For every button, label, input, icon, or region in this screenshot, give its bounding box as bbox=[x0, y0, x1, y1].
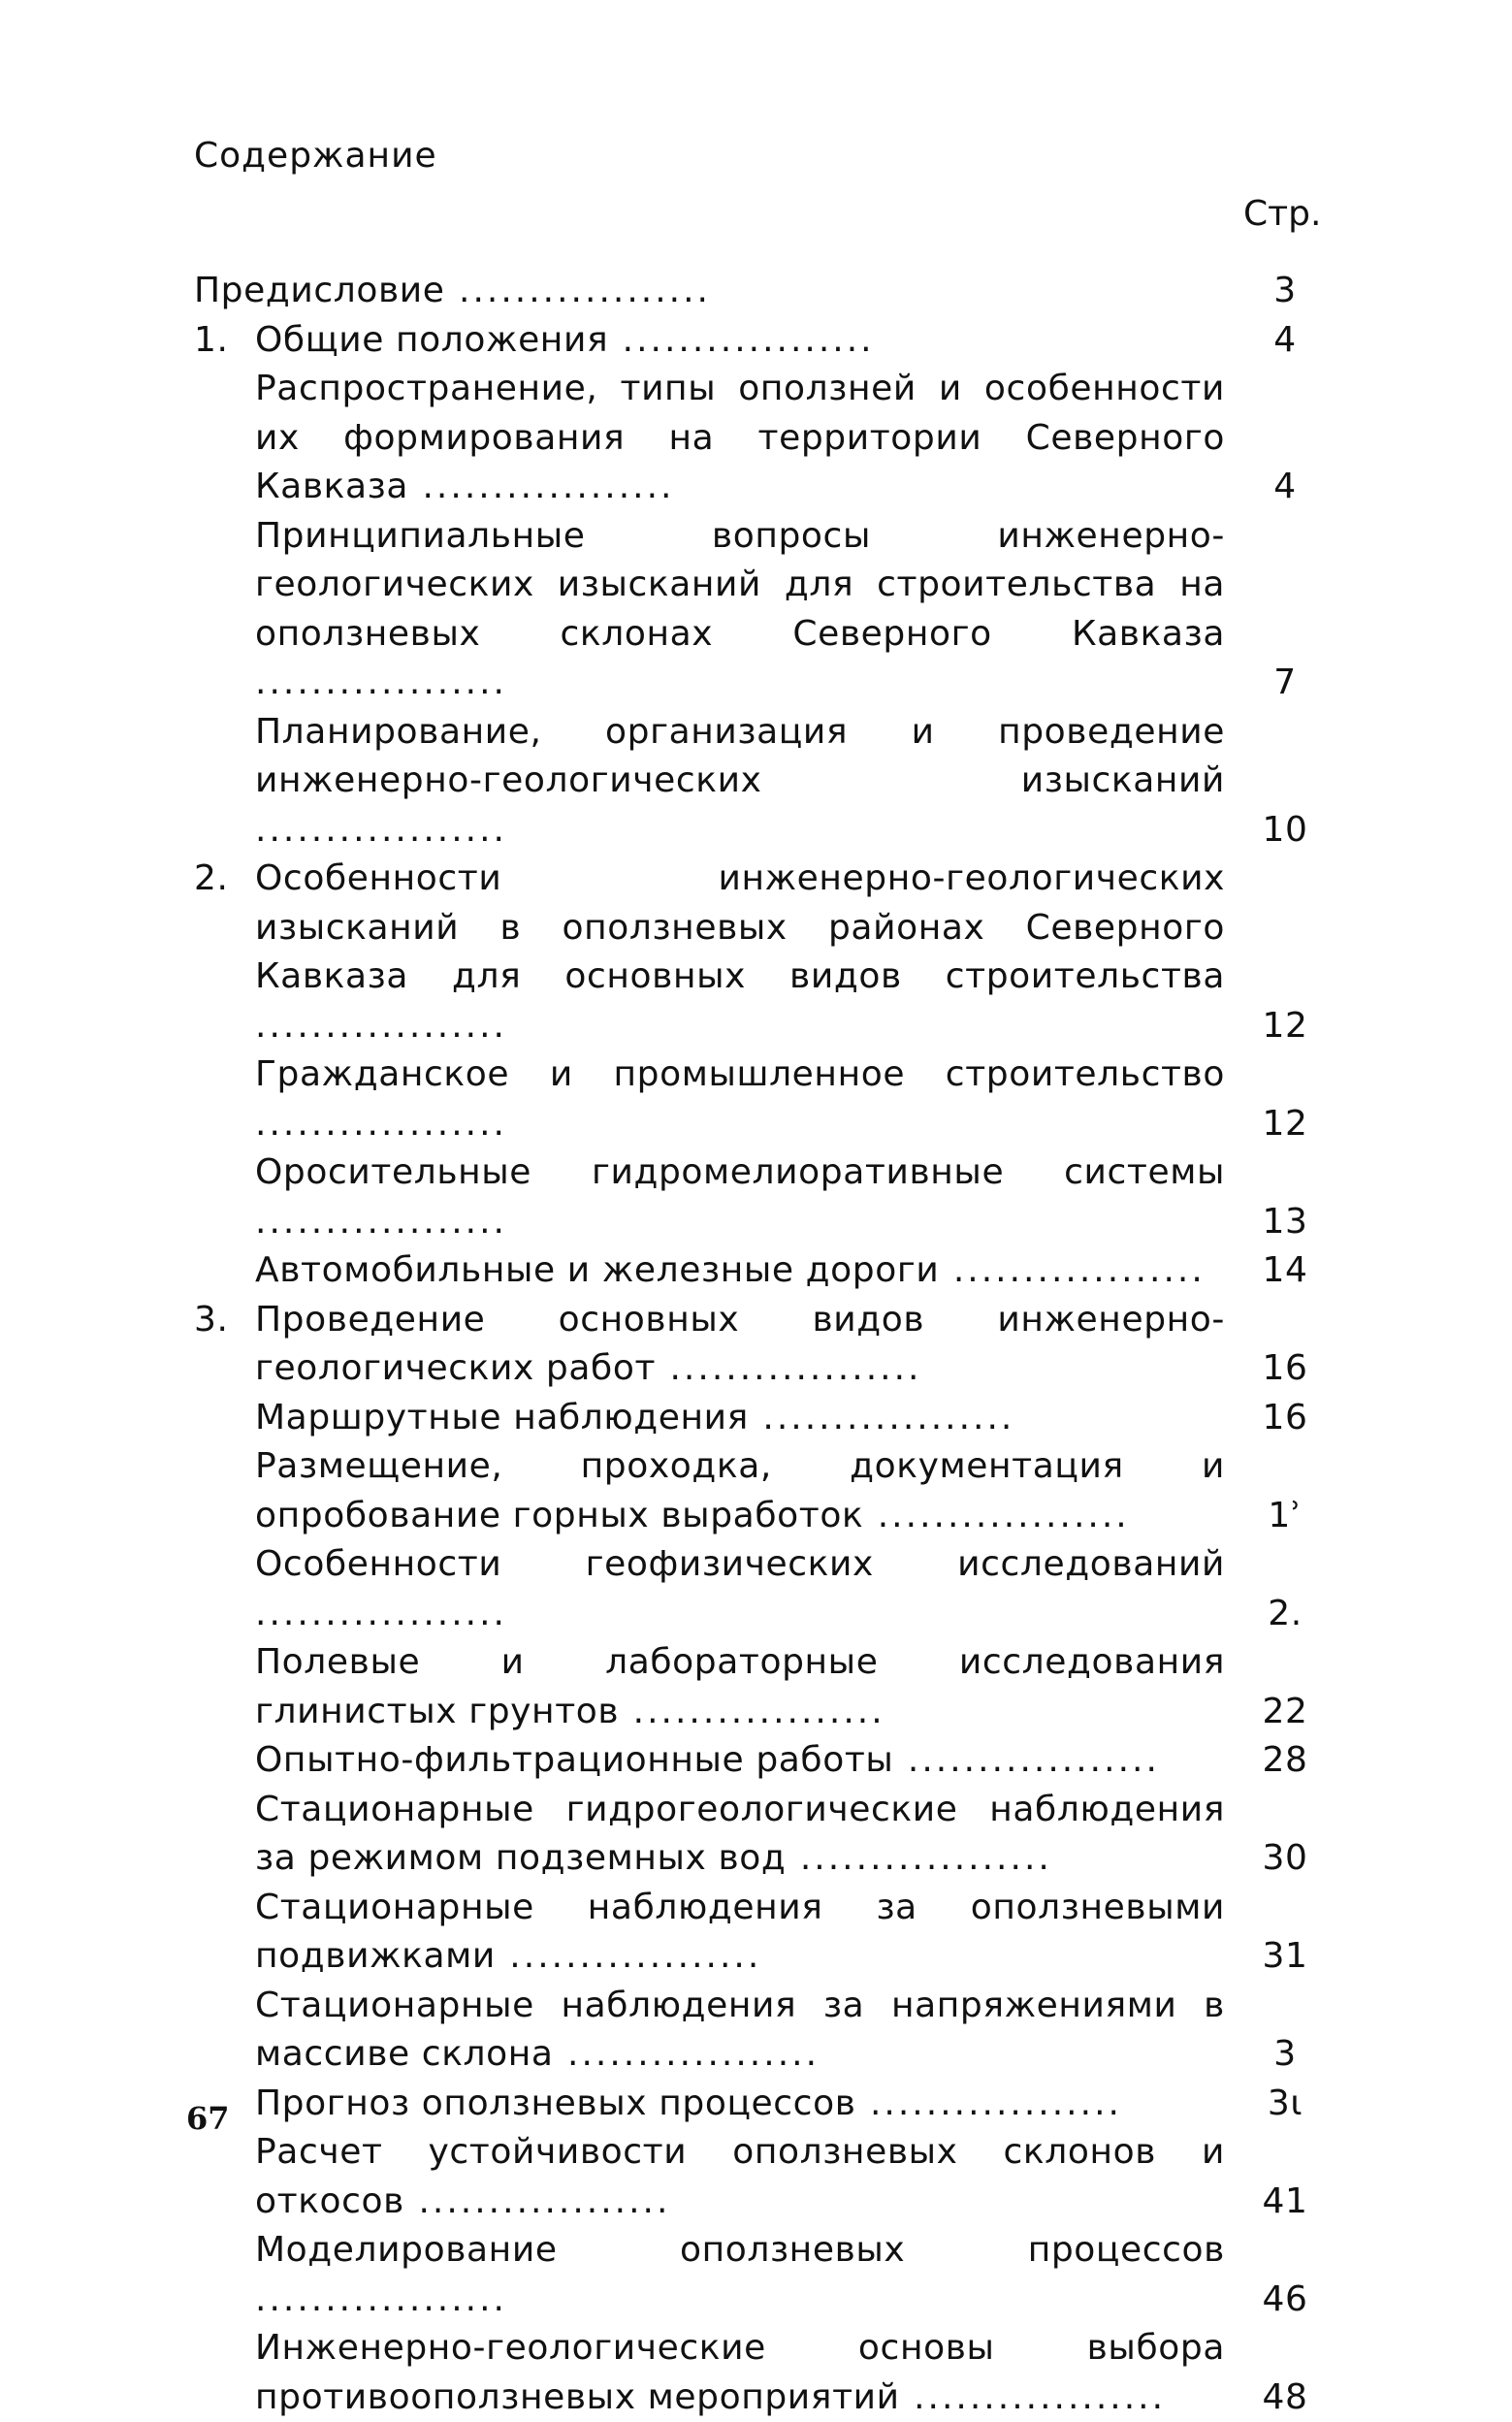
leader-dots: .................. bbox=[939, 1250, 1205, 1290]
toc-entry-title bbox=[194, 267, 1164, 316]
toc-entry-title-text: Расчет устойчивости оползневых склонов и откосов bbox=[255, 2132, 1225, 2221]
toc-entry-title bbox=[255, 1394, 1225, 1443]
toc-entry-title bbox=[255, 1296, 1225, 1394]
toc-entry-title-text: Моделирование оползневых процессов bbox=[255, 2230, 1225, 2270]
toc-entry-title bbox=[255, 512, 1225, 708]
toc-entry bbox=[194, 1982, 1338, 2080]
toc-entry-title bbox=[255, 708, 1225, 856]
toc-entry-page: 4 bbox=[1232, 463, 1338, 512]
toc-entry bbox=[194, 2128, 1338, 2226]
toc-entry-page: 22 bbox=[1232, 1688, 1338, 1737]
toc-entry-page: 31 bbox=[1232, 1932, 1338, 1982]
toc-entry-title-text: Особенности геофизических исследований bbox=[255, 1544, 1225, 1584]
toc-entry-title-text: Размещение, проходка, документация и опробование горных выработок bbox=[255, 1446, 1225, 1535]
toc-entry-page: 10 bbox=[1232, 806, 1338, 856]
toc-entry-page: 14 bbox=[1232, 1246, 1338, 1296]
toc-entry-title-text: Общие положения bbox=[255, 320, 608, 360]
toc-entry bbox=[194, 2324, 1338, 2422]
toc-entry-title-text: Инженерно-геологические основы выбора противооползневых мероприятий bbox=[255, 2328, 1225, 2417]
toc-entry-title bbox=[255, 1050, 1225, 1148]
page-title: Содержание bbox=[194, 136, 437, 176]
toc-entry-title-text: Полевые и лабораторные исследования глинистых грунтов bbox=[255, 1642, 1225, 1731]
toc-entry-title bbox=[255, 1246, 1225, 1296]
toc-entry-title bbox=[255, 1442, 1225, 1540]
leader-dots: .................. bbox=[255, 2279, 507, 2319]
toc-entry-title bbox=[255, 1786, 1225, 1884]
toc-entry-number: 1. bbox=[194, 316, 229, 366]
leader-dots: .................. bbox=[255, 1594, 507, 1633]
toc-entry bbox=[194, 365, 1338, 512]
toc-entry bbox=[194, 1296, 1338, 1394]
toc-entry bbox=[194, 267, 1338, 316]
toc-entry-title bbox=[255, 2226, 1225, 2324]
toc-entry-title bbox=[255, 2128, 1225, 2226]
toc-entry-title-text: Планирование, организация и проведение инженерно-геологических изысканий bbox=[255, 712, 1225, 801]
toc-entry-number: 2. bbox=[194, 855, 229, 904]
leader-dots: .................. bbox=[656, 1348, 921, 1388]
toc-entry-page: 3 bbox=[1232, 267, 1338, 316]
toc-entry-title-text: Автомобильные и железные дороги bbox=[255, 1250, 939, 1290]
leader-dots: .................. bbox=[255, 810, 507, 850]
toc-entry bbox=[194, 1394, 1338, 1443]
toc-entry-page: 41 bbox=[1232, 2178, 1338, 2227]
toc-entry-title-text: Предисловие bbox=[194, 271, 445, 310]
leader-dots: .................. bbox=[404, 2181, 670, 2221]
toc-entry bbox=[194, 1246, 1338, 1296]
leader-dots: .................. bbox=[255, 662, 507, 702]
toc-entry bbox=[194, 2080, 1338, 2129]
toc-entry-page: 7 bbox=[1232, 659, 1338, 708]
toc-entry-title-text: Стационарные наблюдения за оползневыми подвижками bbox=[255, 1888, 1225, 1977]
leader-dots: .................. bbox=[554, 2034, 820, 2074]
toc-entry-title bbox=[255, 316, 1225, 366]
page-number: 67 bbox=[186, 2100, 230, 2137]
toc-entry-title-text: Маршрутные наблюдения bbox=[255, 1398, 749, 1437]
toc-entry-page: 16 bbox=[1232, 1394, 1338, 1443]
toc-entry bbox=[194, 1736, 1338, 1786]
toc-entry-title-text: Особенности инженерно-геологических изысканий в оползневых районах Северного Кавказа для основных видов строительства bbox=[255, 858, 1225, 996]
leader-dots: .................. bbox=[608, 320, 874, 360]
toc-entry-title-text: Распространение, типы оползней и особенности их формирования на территории Северного Кавказа bbox=[255, 369, 1225, 506]
toc-entry-title bbox=[255, 1982, 1225, 2080]
toc-entry-title bbox=[255, 1736, 1225, 1786]
leader-dots: .................. bbox=[856, 2083, 1122, 2123]
toc-entry bbox=[194, 855, 1338, 1050]
toc-entry bbox=[194, 1050, 1338, 1148]
toc-entry bbox=[194, 1540, 1338, 1638]
toc-entry-page: 4 bbox=[1232, 316, 1338, 366]
toc-entry bbox=[194, 1148, 1338, 1246]
toc-entry-page: 30 bbox=[1232, 1834, 1338, 1884]
toc-entry bbox=[194, 512, 1338, 708]
toc-entry bbox=[194, 1638, 1338, 1736]
toc-entry-number: 3. bbox=[194, 1296, 229, 1345]
leader-dots: .................. bbox=[445, 271, 711, 310]
toc-entry-title-text: Оросительные гидромелиоративные системы bbox=[255, 1152, 1225, 1192]
toc-entry-page: 3ι bbox=[1232, 2080, 1338, 2129]
toc-entry-title bbox=[255, 855, 1225, 1050]
toc-entry-title-text: Прогноз оползневых процессов bbox=[255, 2083, 856, 2123]
table-of-contents bbox=[194, 267, 1338, 2422]
leader-dots: .................. bbox=[893, 1740, 1159, 1780]
toc-entry bbox=[194, 1442, 1338, 1540]
toc-entry-page: 1ʾ bbox=[1232, 1492, 1338, 1541]
toc-entry-title bbox=[255, 1638, 1225, 1736]
toc-entry-page: 2. bbox=[1232, 1590, 1338, 1639]
toc-entry-page: 12 bbox=[1232, 1002, 1338, 1051]
toc-entry-title bbox=[255, 365, 1225, 512]
toc-entry-title bbox=[255, 2080, 1225, 2129]
toc-entry-page: 28 bbox=[1232, 1736, 1338, 1786]
leader-dots: .................. bbox=[408, 467, 674, 506]
toc-entry-title-text: Принципиальные вопросы инженерно-геологических изысканий для строительства на оползневых склонах Северного Кавказа bbox=[255, 516, 1225, 654]
toc-entry-title bbox=[255, 1884, 1225, 1982]
page-column-label: Стр. bbox=[1243, 194, 1321, 234]
leader-dots: .................. bbox=[255, 1104, 507, 1144]
toc-entry bbox=[194, 708, 1338, 856]
leader-dots: .................. bbox=[255, 1202, 507, 1242]
toc-entry-page: 48 bbox=[1232, 2374, 1338, 2422]
toc-entry bbox=[194, 316, 1338, 366]
leader-dots: .................. bbox=[255, 1006, 507, 1046]
leader-dots: .................. bbox=[496, 1936, 761, 1976]
toc-entry-page: 12 bbox=[1232, 1100, 1338, 1149]
toc-entry-title-text: Гражданское и промышленное строительство bbox=[255, 1054, 1225, 1094]
leader-dots: .................. bbox=[863, 1496, 1129, 1535]
leader-dots: .................. bbox=[749, 1398, 1014, 1437]
toc-entry-page: 3 bbox=[1232, 2030, 1338, 2080]
toc-entry-title-text: Проведение основных видов инженерно-геологических работ bbox=[255, 1300, 1225, 1389]
toc-entry-title-text: Стационарные наблюдения за напряжениями в массиве склона bbox=[255, 1986, 1225, 2075]
leader-dots: .................. bbox=[619, 1692, 885, 1731]
toc-entry bbox=[194, 1786, 1338, 1884]
leader-dots: .................. bbox=[900, 2377, 1166, 2417]
leader-dots: .................. bbox=[786, 1838, 1051, 1878]
toc-entry-title-text: Опытно-фильтрационные работы bbox=[255, 1740, 893, 1780]
toc-entry-page: 16 bbox=[1232, 1344, 1338, 1394]
toc-entry-page: 13 bbox=[1232, 1198, 1338, 1247]
toc-entry-title bbox=[255, 1540, 1225, 1638]
toc-entry-title bbox=[255, 1148, 1225, 1246]
toc-entry bbox=[194, 2226, 1338, 2324]
toc-entry bbox=[194, 1884, 1338, 1982]
toc-entry-title-text: Стационарные гидрогеологические наблюдения за режимом подземных вод bbox=[255, 1790, 1225, 1879]
toc-entry-title bbox=[255, 2324, 1225, 2422]
toc-entry-page: 46 bbox=[1232, 2276, 1338, 2325]
